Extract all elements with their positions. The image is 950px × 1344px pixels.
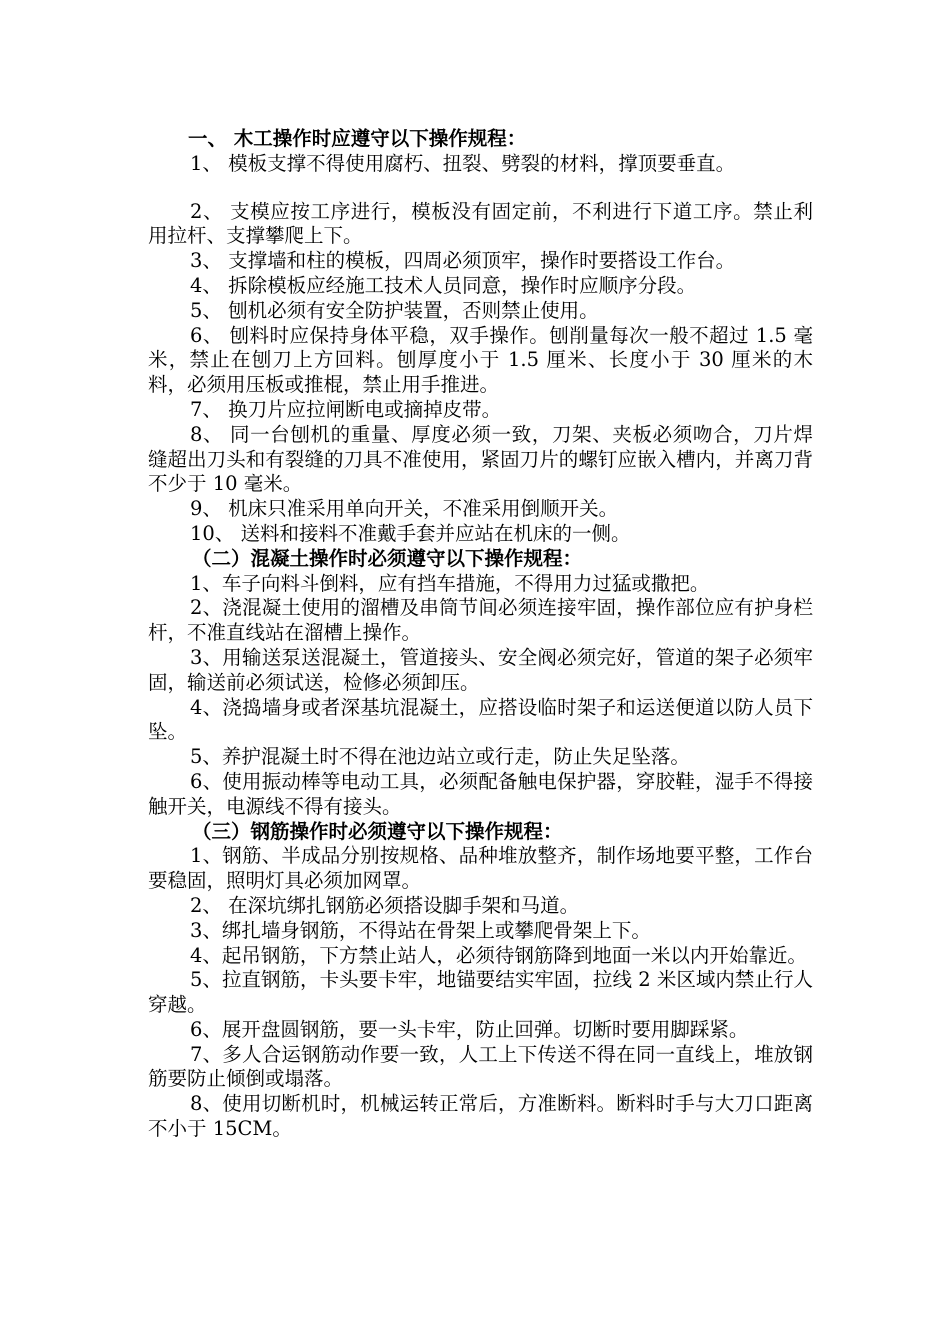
section-heading-carpentry: 一、 木工操作时应遵守以下操作规程：	[188, 127, 527, 150]
list-item: 8、 同一台刨机的重量、厚度必须一致，刀架、夹板必须吻合，刀片焊缝超出刀头和有裂缝的刀具不准使用，紧固刀片的螺钉应嵌入槽内，并离刀背不少于 10 毫米。	[148, 422, 813, 496]
list-item: 5、 刨机必须有安全防护装置，否则禁止使用。	[190, 298, 599, 322]
list-item: 7、 换刀片应拉闸断电或摘掉皮带。	[190, 397, 502, 421]
list-item: 9、 机床只准采用单向开关，不准采用倒顺开关。	[190, 497, 619, 521]
list-item: 5、养护混凝土时不得在池边站立或行走，防止失足坠落。	[190, 745, 690, 769]
list-item: 4、浇捣墙身或者深基坑混凝土，应搭设临时架子和运送便道以防人员下坠。	[148, 695, 813, 744]
list-item: 7、多人合运钢筋动作要一致，人工上下传送不得在同一直线上，堆放钢筋要防止倾倒或塌落。	[148, 1042, 813, 1091]
section-heading-rebar: （三）钢筋操作时必须遵守以下操作规程：	[192, 819, 563, 843]
list-item: 1、 模板支撑不得使用腐朽、扭裂、劈裂的材料，撑顶要垂直。	[190, 151, 736, 175]
list-item: 3、用输送泵送混凝土，管道接头、安全阀必须完好，管道的架子必须牢固，输送前必须试送，检修必须卸压。	[148, 645, 813, 694]
list-item: 6、 刨料时应保持身体平稳，双手操作。刨削量每次一般不超过 1.5 毫米，禁止在刨刀上方回料。刨厚度小于 1.5 厘米、长度小于 30 厘米的木料，必须用压板或推棍，禁止用手推进。	[148, 323, 813, 397]
list-item: 2、 支模应按工序进行，模板没有固定前，不利进行下道工序。禁止利用拉杆、支撑攀爬上下。	[148, 199, 813, 248]
document-body	[148, 127, 813, 1142]
list-item: 6、使用振动棒等电动工具，必须配备触电保护器，穿胶鞋，湿手不得接触开关，电源线不得有接头。	[148, 769, 813, 818]
list-item: 1、钢筋、半成品分别按规格、品种堆放整齐，制作场地要平整，工作台要稳固，照明灯具必须加网罩。	[148, 844, 813, 893]
blank-line	[148, 177, 813, 200]
list-item: 1、车子向料斗倒料，应有挡车措施，不得用力过猛或撒把。	[190, 571, 710, 595]
list-item: 4、起吊钢筋，下方禁止站人，必须待钢筋降到地面一米以内开始靠近。	[190, 943, 807, 967]
list-item: 2、浇混凝土使用的溜槽及串筒节间必须连接牢固，操作部位应有护身栏杆，不准直线站在溜槽上操作。	[148, 596, 813, 645]
list-item: 4、 拆除模板应经施工技术人员同意，操作时应顺序分段。	[190, 273, 697, 297]
section-heading-concrete: （二）混凝土操作时必须遵守以下操作规程：	[192, 546, 583, 570]
list-item: 2、 在深坑绑扎钢筋必须搭设脚手架和马道。	[190, 893, 580, 917]
list-item: 3、绑扎墙身钢筋，不得站在骨架上或攀爬骨架上下。	[190, 918, 651, 942]
list-item: 6、展开盘圆钢筋，要一头卡牢，防止回弹。切断时要用脚踩紧。	[190, 1017, 749, 1041]
list-item: 3、 支撑墙和柱的模板，四周必须顶牢，操作时要搭设工作台。	[190, 249, 736, 273]
list-item: 8、使用切断机时，机械运转正常后，方准断料。断料时手与大刀口距离不小于 15CM。	[148, 1092, 813, 1141]
list-item: 10、 送料和接料不准戴手套并应站在机床的一侧。	[190, 521, 631, 545]
list-item: 5、拉直钢筋，卡头要卡牢，地锚要结实牢固，拉线 2 米区域内禁止行人穿越。	[148, 968, 813, 1017]
